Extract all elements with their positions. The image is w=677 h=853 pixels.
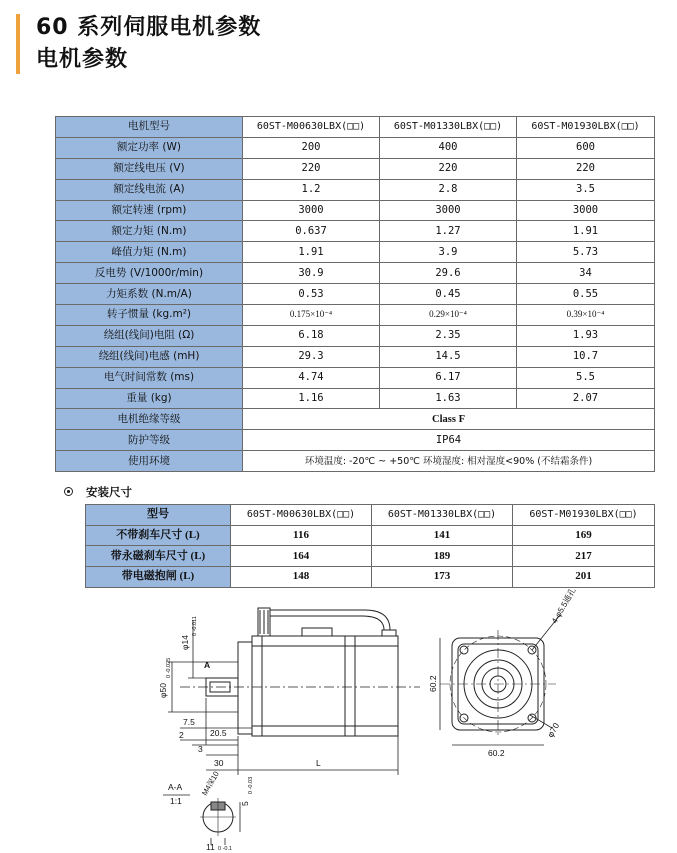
table-cell: 189: [372, 546, 513, 567]
dim-pilot-tol: 0 -0.025: [166, 657, 172, 678]
table-cell: 29.6: [380, 263, 517, 284]
table-cell: 3.9: [380, 242, 517, 263]
page-title: 60 系列伺服电机参数: [36, 15, 262, 40]
table-cell: 3000: [517, 200, 655, 221]
motor-front-view: [440, 615, 560, 745]
row-label: 额定线电压 (V): [56, 158, 243, 179]
table-cell: 200: [243, 137, 380, 158]
row-label: 电机绝缘等级: [56, 409, 243, 430]
model-name: 60ST-M01330LBX(□□): [372, 505, 513, 526]
table-cell: 141: [372, 525, 513, 546]
table-row: [56, 200, 655, 221]
table-cell: 400: [380, 137, 517, 158]
table-cell: 1.91: [517, 221, 655, 242]
motor-side-view: [180, 608, 420, 736]
page-subtitle: 电机参数: [36, 47, 129, 72]
table-cell: 0.53: [243, 284, 380, 305]
dim-L: L: [316, 758, 321, 768]
model-name: 60ST-M00630LBX(□□): [231, 505, 372, 526]
table-cell: 2.35: [380, 325, 517, 346]
insulation-row: [56, 409, 655, 430]
row-label: 重量 (kg): [56, 388, 243, 409]
table-row: [56, 263, 655, 284]
row-label: 额定功率 (W): [56, 137, 243, 158]
section-scale: 1:1: [170, 796, 182, 806]
dim-20-5: 20.5: [210, 728, 227, 738]
table-cell: 1.91: [243, 242, 380, 263]
table-row: [56, 179, 655, 200]
table-row: [56, 346, 655, 367]
dim-pcd: φ70: [545, 721, 562, 739]
table-row: [56, 367, 655, 388]
table-cell: 1.16: [243, 388, 380, 409]
title-accent-bar: [16, 14, 20, 74]
dim-3: 3: [198, 744, 203, 754]
row-label: 力矩系数 (N.m/A): [56, 284, 243, 305]
table-cell: 3000: [380, 200, 517, 221]
row-label: 转子惯量 (kg.m²): [56, 305, 243, 326]
dim-2: 2: [179, 730, 184, 740]
table-row: [56, 284, 655, 305]
row-label: 额定线电流 (A): [56, 179, 243, 200]
table-cell: 1.2: [243, 179, 380, 200]
table-row: [56, 325, 655, 346]
table-cell: 4.74: [243, 367, 380, 388]
table-cell: 0.55: [517, 284, 655, 305]
motor-params-table: [55, 116, 655, 472]
section-label: A-A: [168, 782, 183, 792]
section-bullet-icon: [64, 487, 73, 496]
mount-header-label: 型号: [86, 505, 231, 526]
table-cell: 220: [517, 158, 655, 179]
table-cell: 3000: [243, 200, 380, 221]
dim-key-thread: M4深10: [199, 769, 221, 797]
technical-drawing: [0, 580, 677, 853]
row-label: 电气时间常数 (ms): [56, 367, 243, 388]
protection-value: IP64: [243, 430, 655, 451]
row-label: 带永磁刹车尺寸 (L): [86, 546, 231, 567]
table-cell: 0.45: [380, 284, 517, 305]
model-name: 60ST-M00630LBX(□□): [243, 117, 380, 138]
table-cell: 600: [517, 137, 655, 158]
table-cell: 0.637: [243, 221, 380, 242]
row-label: 不带刹车尺寸 (L): [86, 525, 231, 546]
mounting-dimensions-table: [85, 504, 655, 588]
table-row: [86, 546, 655, 567]
dim-shaft-tol: 0 -0.011: [192, 616, 198, 636]
table-cell: 29.3: [243, 346, 380, 367]
table-cell: 10.7: [517, 346, 655, 367]
table-cell: 0.39×10⁻⁴: [517, 305, 655, 326]
model-name: 60ST-M01330LBX(□□): [380, 117, 517, 138]
row-label: 绕组(线间)电感 (mH): [56, 346, 243, 367]
row-label: 使用环境: [56, 451, 243, 472]
dim-30: 30: [214, 758, 224, 768]
table-cell: 30.9: [243, 263, 380, 284]
table-cell: 1.93: [517, 325, 655, 346]
dim-mount-holes: 4-φ5.5通孔: [549, 586, 578, 625]
table-cell: 201: [513, 567, 655, 588]
table-cell: 2.8: [380, 179, 517, 200]
row-label: 峰值力矩 (N.m): [56, 242, 243, 263]
table-cell: 0.175×10⁻⁴: [243, 305, 380, 326]
section-title: 安装尺寸: [86, 485, 132, 499]
table-cell: 173: [372, 567, 513, 588]
row-label: 绕组(线间)电阻 (Ω): [56, 325, 243, 346]
dim-key-width: 5: [240, 801, 250, 806]
row-label: 反电势 (V/1000r/min): [56, 263, 243, 284]
params-header-row: [56, 117, 655, 138]
table-cell: 5.5: [517, 367, 655, 388]
table-cell: 0.29×10⁻⁴: [380, 305, 517, 326]
dim-key-tol: 0 -0.03: [248, 776, 254, 794]
row-label: 防护等级: [56, 430, 243, 451]
dim-flange-thk: 7.5: [183, 717, 195, 727]
environment-value: 环境温度: -20℃ ~ +50℃ 环境湿度: 相对湿度<90% (不结霜条件): [243, 451, 655, 472]
table-row: [56, 388, 655, 409]
table-row: [56, 158, 655, 179]
table-cell: 14.5: [380, 346, 517, 367]
table-cell: 6.17: [380, 367, 517, 388]
mount-header-row: [86, 505, 655, 526]
dim-key-height: 11: [206, 842, 215, 852]
row-label: 带电磁抱闸 (L): [86, 567, 231, 588]
table-cell: 164: [231, 546, 372, 567]
table-cell: 5.73: [517, 242, 655, 263]
table-cell: 34: [517, 263, 655, 284]
table-row: [86, 525, 655, 546]
params-header-label: 电机型号: [56, 117, 243, 138]
table-cell: 169: [513, 525, 655, 546]
table-row: [56, 242, 655, 263]
model-name: 60ST-M01930LBX(□□): [517, 117, 655, 138]
dim-60-2-horizontal: 60.2: [488, 748, 505, 758]
insulation-value: Class F: [243, 409, 655, 430]
table-cell: 217: [513, 546, 655, 567]
dim-pilot-dia: φ50: [158, 683, 168, 698]
table-row: [56, 221, 655, 242]
environment-row: [56, 451, 655, 472]
dim-key-height-tol: 0 -0.1: [218, 846, 233, 852]
table-cell: 116: [231, 525, 372, 546]
table-cell: 1.27: [380, 221, 517, 242]
protection-row: [56, 430, 655, 451]
section-mark: A: [204, 660, 211, 670]
table-cell: 220: [243, 158, 380, 179]
dim-60-2-vertical: 60.2: [428, 675, 438, 692]
table-cell: 6.18: [243, 325, 380, 346]
row-label: 额定力矩 (N.m): [56, 221, 243, 242]
table-row: [56, 305, 655, 326]
table-cell: 3.5: [517, 179, 655, 200]
table-cell: 1.63: [380, 388, 517, 409]
table-cell: 148: [231, 567, 372, 588]
model-name: 60ST-M01930LBX(□□): [513, 505, 655, 526]
table-row: [56, 137, 655, 158]
table-cell: 220: [380, 158, 517, 179]
row-label: 额定转速 (rpm): [56, 200, 243, 221]
table-cell: 2.07: [517, 388, 655, 409]
dim-shaft-dia: φ14: [180, 635, 190, 650]
